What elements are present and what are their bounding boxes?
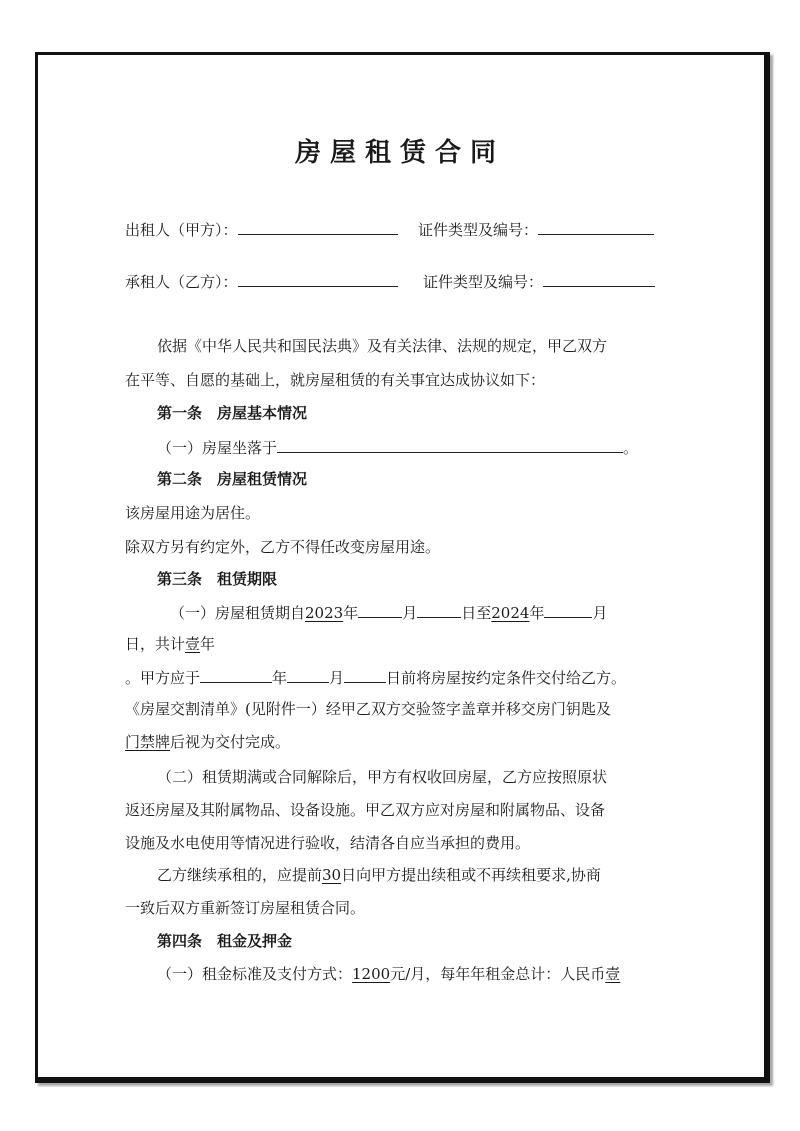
handover-item[interactable]: 门禁牌 xyxy=(125,733,171,751)
article-3-return-line-2: 返还房屋及其附属物品、设备设施。甲乙双方应对房屋和附属物品、设备 xyxy=(125,801,606,819)
article-3-renewal-line-1: 乙方继续承租的，应提前30日向甲方提出续租或不再续租要求,协商 xyxy=(157,866,601,884)
delivery-day-field[interactable] xyxy=(344,667,386,683)
term-years[interactable]: 壹 xyxy=(185,635,201,653)
lessee-row xyxy=(125,271,398,292)
lessor-label: 出租人（甲方）： xyxy=(125,221,238,239)
property-address-field[interactable] xyxy=(277,437,623,453)
lessor-row xyxy=(125,219,398,240)
lessee-name-field[interactable] xyxy=(238,271,398,287)
article-2-line-2: 除双方另有约定外，乙方不得任改变房屋用途。 xyxy=(125,538,441,556)
lessor-id-field[interactable] xyxy=(538,219,654,235)
start-month-field[interactable] xyxy=(358,602,402,618)
lessor-id-label: 证件类型及编号： xyxy=(418,221,539,239)
lessee-id-label: 证件类型及编号： xyxy=(423,273,544,291)
lessor-id-row xyxy=(418,219,654,240)
article-3-renewal-line-2: 一致后双方重新签订房屋租赁合同。 xyxy=(125,899,366,917)
article-1-heading: 第一条 房屋基本情况 xyxy=(157,404,308,422)
monthly-rent[interactable]: 1200 xyxy=(352,965,391,983)
article-3-term-line-2: 日，共计壹年 xyxy=(125,635,216,653)
document-border xyxy=(35,52,770,1083)
article-3-handover-line-1: 《房屋交割清单》(见附件一）经甲乙双方交验签字盖章并移交房门钥匙及 xyxy=(125,700,611,718)
preamble-line-1: 依据《中华人民共和国民法典》及有关法律、法规的规定，甲乙双方 xyxy=(157,337,608,355)
contract-title: 房屋租赁合同 xyxy=(294,138,505,168)
article-3-return-line-1: （二）租赁期满或合同解除后，甲方有权收回房屋，乙方应按照原状 xyxy=(157,768,608,786)
article-3-term-line: （一）房屋租赁期自2023年 月 日至2024年 月 xyxy=(170,604,608,622)
lessee-id-field[interactable] xyxy=(543,271,655,287)
lessee-id-row xyxy=(423,271,655,292)
article-1-item-1: （一）房屋坐落于 。 xyxy=(157,439,639,457)
start-day-field[interactable] xyxy=(417,602,461,618)
article-3-return-line-3: 设施及水电使用等情况进行验收，结清各自应当承担的费用。 xyxy=(125,834,531,852)
end-year[interactable]: 2024 xyxy=(491,604,530,622)
annual-rent-total[interactable]: 壹 xyxy=(605,965,621,983)
article-2-line-1: 该房屋用途为居住。 xyxy=(125,504,261,522)
delivery-year-field[interactable] xyxy=(200,667,272,683)
article-3-handover-line-2: 门禁牌后视为交付完成。 xyxy=(125,733,291,751)
article-3-delivery-line: 。甲方应于 年 月 日前将房屋按约定条件交付给乙方。 xyxy=(125,669,627,687)
preamble-line-2: 在平等、自愿的基础上，就房屋租赁的有关事宜达成协议如下： xyxy=(125,371,546,389)
end-month-field[interactable] xyxy=(544,602,592,618)
start-year[interactable]: 2023 xyxy=(305,604,344,622)
renewal-notice-days[interactable]: 30 xyxy=(322,866,342,884)
article-3-heading: 第三条 租赁期限 xyxy=(157,570,278,588)
delivery-month-field[interactable] xyxy=(287,667,329,683)
lessee-label: 承租人（乙方）： xyxy=(125,273,238,291)
lessor-name-field[interactable] xyxy=(238,219,398,235)
article-4-rent-line: （一）租金标准及支付方式：1200元/月，每年年租金总计：人民币壹 xyxy=(157,965,621,983)
article-4-heading: 第四条 租金及押金 xyxy=(157,932,293,950)
article-2-heading: 第二条 房屋租赁情况 xyxy=(157,470,308,488)
